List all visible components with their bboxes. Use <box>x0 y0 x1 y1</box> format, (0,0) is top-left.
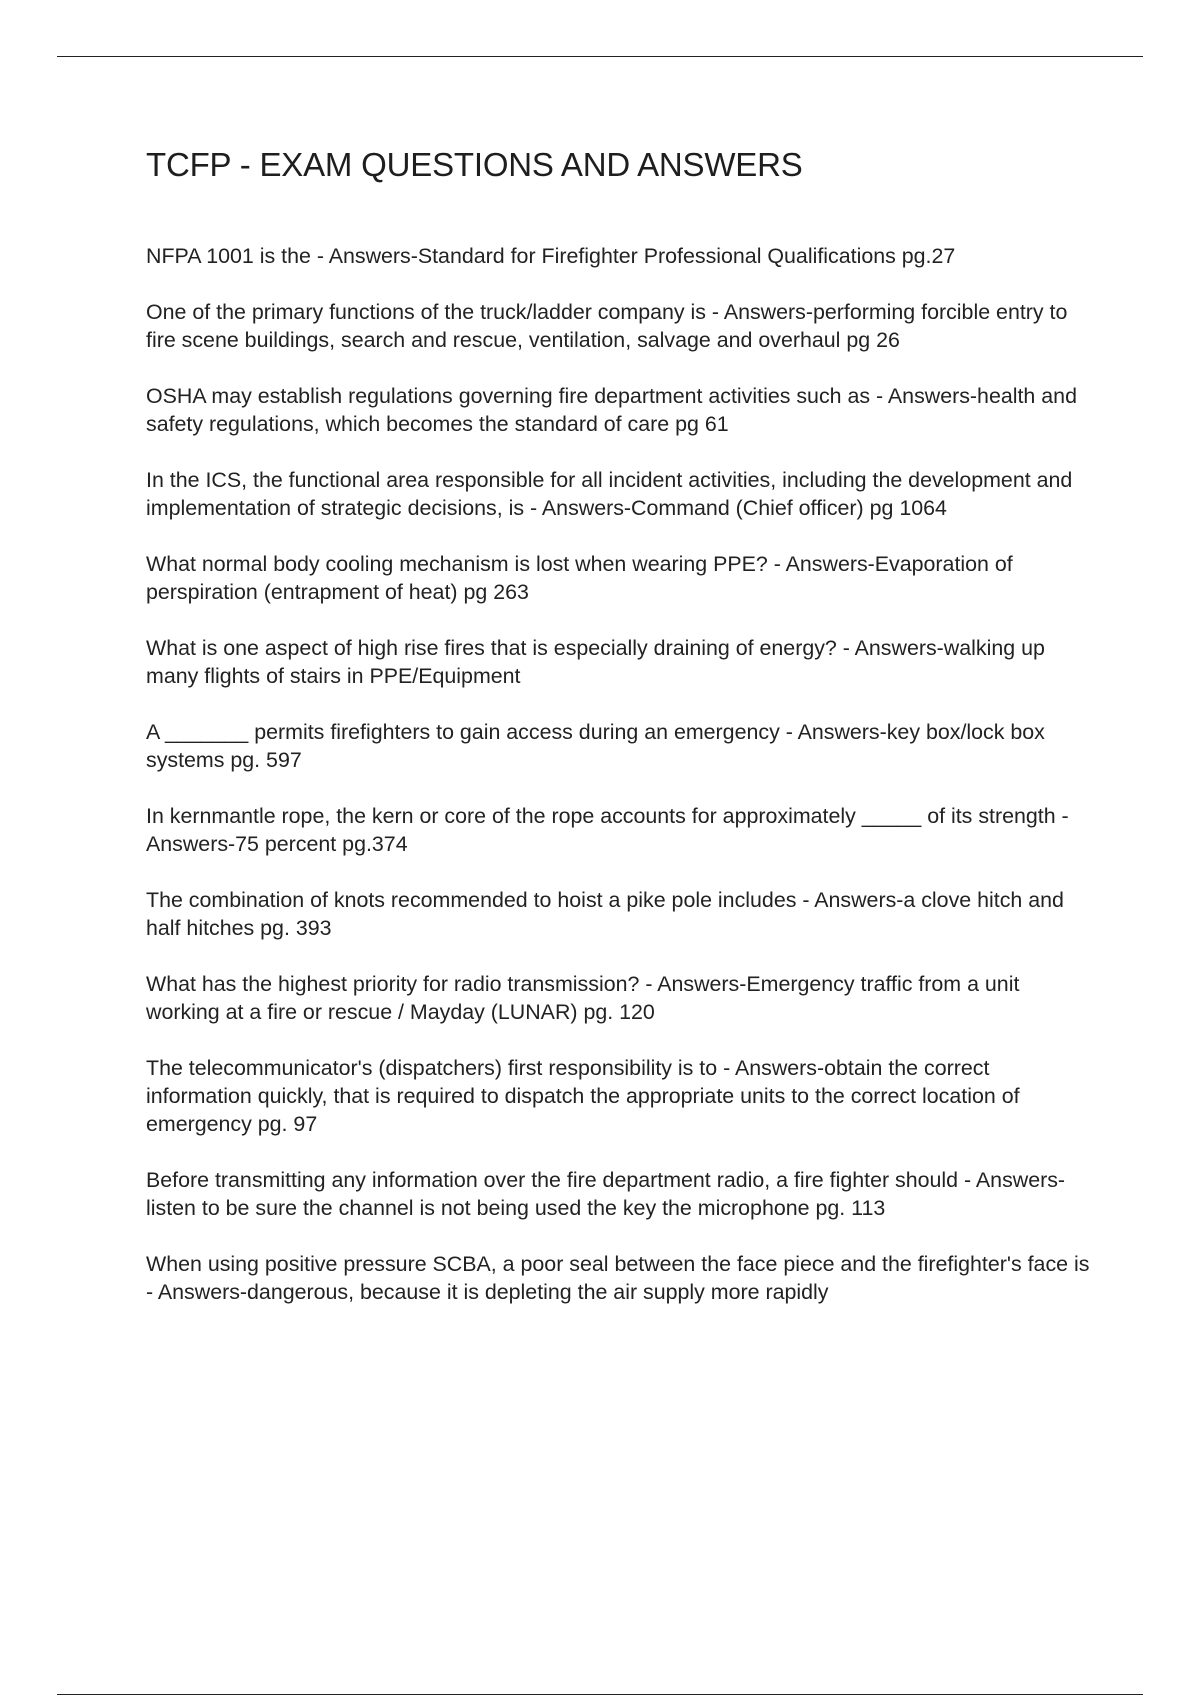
qa-item: Before transmitting any information over the fire department radio, a fire fighter should - Answers-listen to be sure the channel is not being used the key the microphone pg. 113 <box>146 1168 1066 1220</box>
qa-item: One of the primary functions of the truck/ladder company is - Answers-performing forcible entry to fire scene buildings, search and rescue, ventilation, salvage and overhaul pg 26 <box>146 300 1068 352</box>
qa-item: What normal body cooling mechanism is lost when wearing PPE? - Answers-Evaporation of perspiration (entrapment of heat) pg 263 <box>146 552 1013 604</box>
qa-item: When using positive pressure SCBA, a poor seal between the face piece and the firefighter's face is - Answers-dangerous, because it is depleting the air supply more rapidly <box>146 1252 1090 1304</box>
qa-item: In kernmantle rope, the kern or core of the rope accounts for approximately _____ of its strength - Answers-75 percent pg.374 <box>146 804 1069 856</box>
bottom-rule <box>57 1694 1143 1695</box>
qa-list <box>146 242 1091 1334</box>
qa-item: What has the highest priority for radio transmission? - Answers-Emergency traffic from a unit working at a fire or rescue / Mayday (LUNAR) pg. 120 <box>146 972 1020 1024</box>
qa-item: What is one aspect of high rise fires that is especially draining of energy? - Answers-walking up many flights of stairs in PPE/Equipment <box>146 636 1045 688</box>
page-title: TCFP - EXAM QUESTIONS AND ANSWERS <box>146 146 803 183</box>
top-rule <box>57 56 1143 57</box>
qa-item: The combination of knots recommended to hoist a pike pole includes - Answers-a clove hitch and half hitches pg. 393 <box>146 888 1064 940</box>
qa-item: A _______ permits firefighters to gain access during an emergency - Answers-key box/lock box systems pg. 597 <box>146 720 1045 772</box>
qa-item: The telecommunicator's (dispatchers) first responsibility is to - Answers-obtain the correct information quickly, that is required to dispatch the appropriate units to the correct location of emergency pg. 97 <box>146 1056 1020 1136</box>
qa-item: In the ICS, the functional area responsible for all incident activities, including the development and implementation of strategic decisions, is - Answers-Command (Chief officer) pg 1064 <box>146 468 1073 520</box>
qa-item: OSHA may establish regulations governing fire department activities such as - Answers-health and safety regulations, which becomes the standard of care pg 61 <box>146 384 1077 436</box>
qa-item: NFPA 1001 is the - Answers-Standard for Firefighter Professional Qualifications pg.27 <box>146 244 956 268</box>
